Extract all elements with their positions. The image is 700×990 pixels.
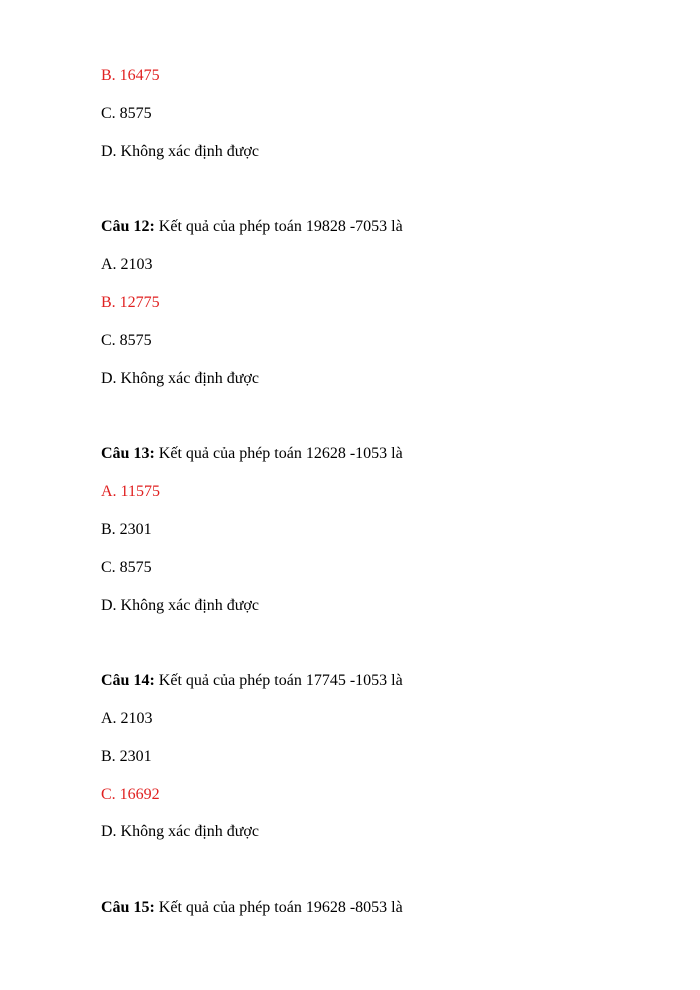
answer-option: D. Không xác định được: [101, 823, 259, 840]
question-15: [101, 898, 403, 918]
answer-option-correct: A. 11575: [101, 483, 160, 500]
answer-option-correct: C. 16692: [101, 786, 160, 803]
question-text: Kết quả của phép toán 19828 -7053 là: [154, 218, 403, 235]
answer-option: A. 2103: [101, 710, 153, 727]
answer-option: C. 8575: [101, 105, 152, 122]
question-label: Câu 12:: [101, 218, 155, 235]
answer-option: D. Không xác định được: [101, 597, 259, 614]
answer-option: C. 8575: [101, 332, 152, 349]
answer-option: A. 2103: [101, 256, 153, 273]
question-text: Kết quả của phép toán 19628 -8053 là: [154, 899, 403, 916]
question-14: [101, 671, 403, 691]
answer-option: C. 8575: [101, 559, 152, 576]
question-text: Kết quả của phép toán 17745 -1053 là: [154, 672, 403, 689]
question-text: Kết quả của phép toán 12628 -1053 là: [154, 445, 403, 462]
question-label: Câu 14:: [101, 672, 155, 689]
answer-option: B. 2301: [101, 748, 152, 765]
question-13: [101, 444, 403, 464]
answer-option-correct: B. 12775: [101, 294, 160, 311]
question-label: Câu 13:: [101, 445, 155, 462]
answer-option: B. 2301: [101, 521, 152, 538]
answer-option-correct: B. 16475: [101, 67, 160, 84]
question-label: Câu 15:: [101, 899, 155, 916]
answer-option: D. Không xác định được: [101, 370, 259, 387]
answer-option: D. Không xác định được: [101, 143, 259, 160]
question-12: [101, 217, 403, 237]
